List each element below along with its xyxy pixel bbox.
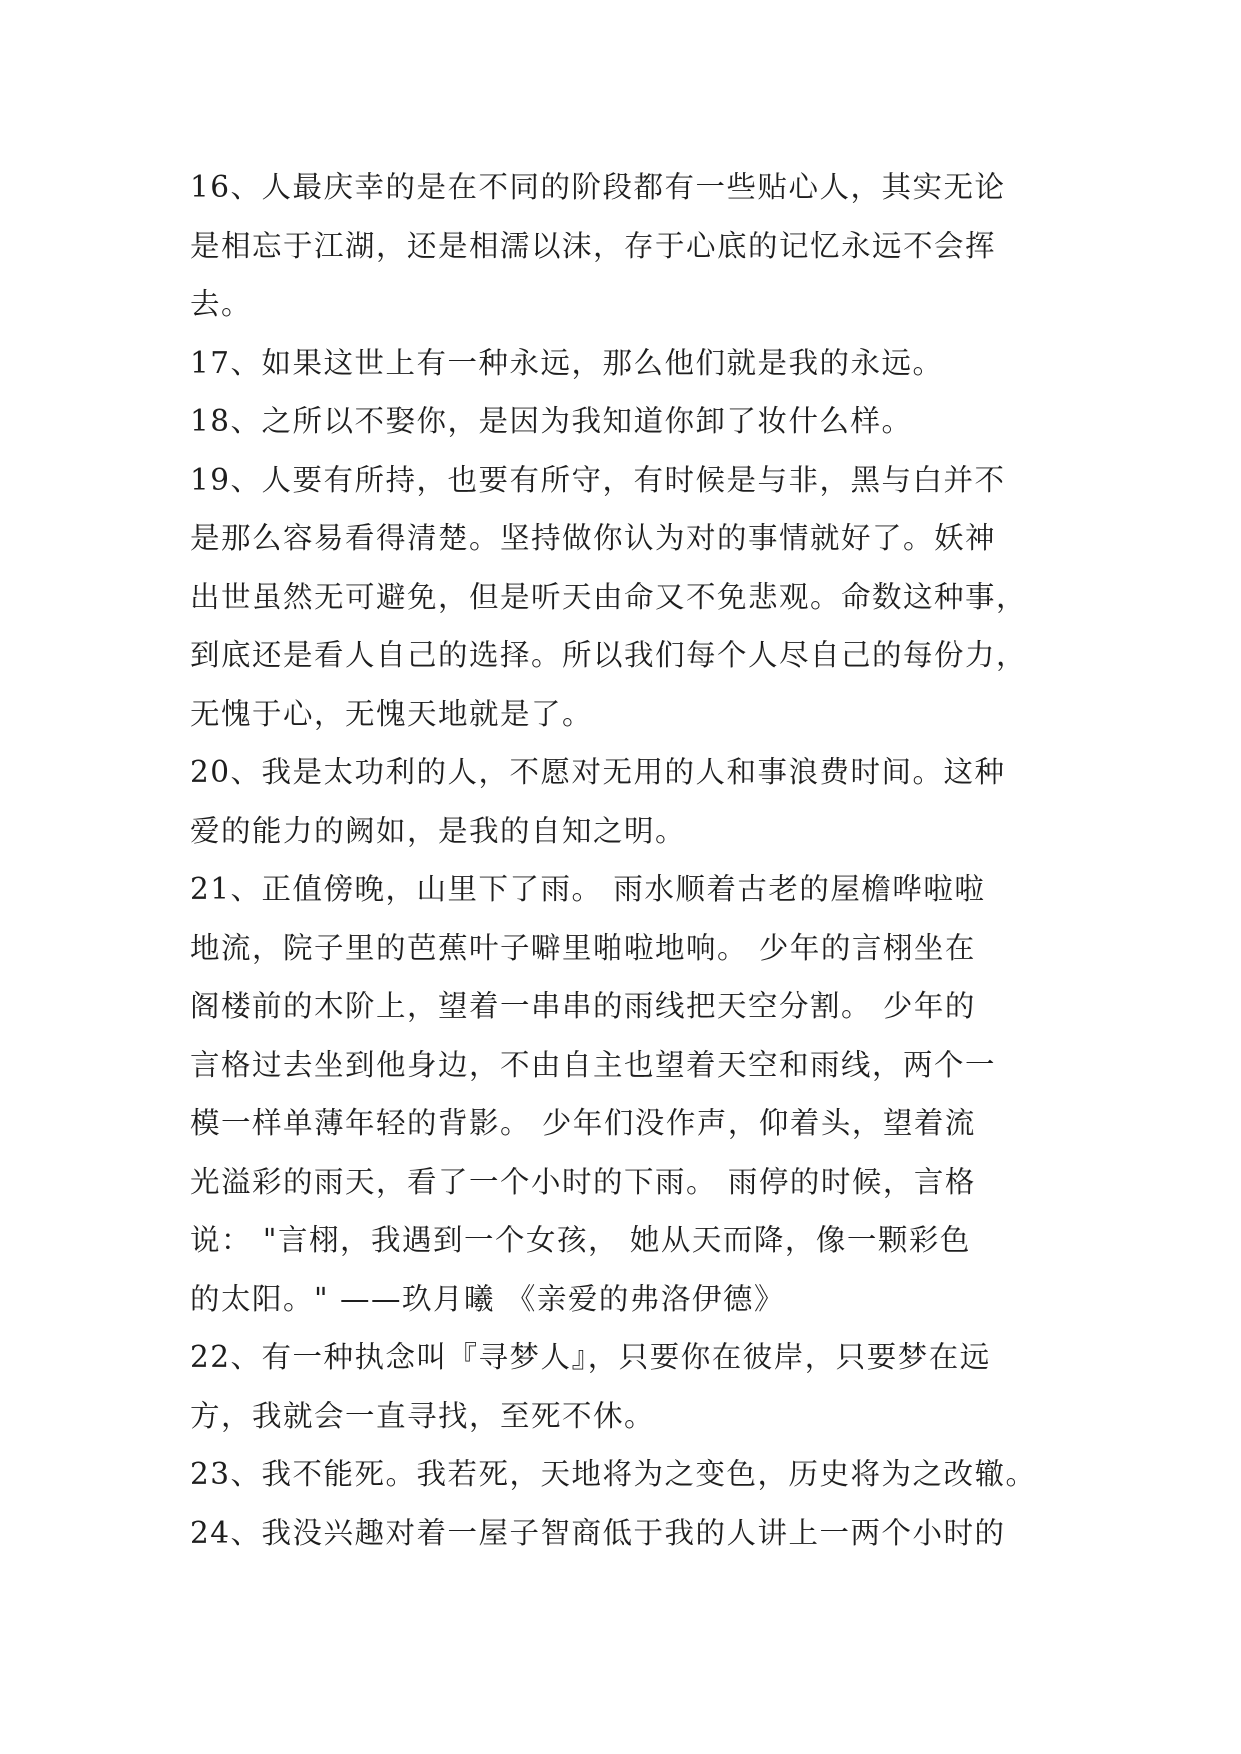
text-line: 无愧于心，无愧天地就是了。 (190, 696, 594, 731)
text-line: 地流，院子里的芭蕉叶子噼里啪啦地响。 少年的言栩坐在 (190, 930, 976, 965)
text-line: 到底还是看人自己的选择。所以我们每个人尽自己的每份力， (190, 638, 1028, 672)
text-line: 17、如果这世上有一种永远，那么他们就是我的永远。 (190, 345, 944, 380)
text-line: 16、人最庆幸的是在不同的阶段都有一些贴心人，其实无论 (190, 170, 1006, 204)
text-line: 说： "言栩，我遇到一个女孩， 她从天而降，像一颗彩色 (190, 1223, 971, 1257)
text-line: 爱的能力的阙如，是我的自知之明。 (190, 813, 687, 848)
text-line: 20、我是太功利的人，不愿对无用的人和事浪费时间。这种 (190, 755, 1006, 789)
text-line: 出世虽然无可避免，但是听天由命又不免悲观。命数这种事， (190, 579, 1028, 614)
text-line: 去。 (190, 287, 253, 321)
text-line: 24、我没兴趣对着一屋子智商低于我的人讲上一两个小时的 (190, 1515, 1006, 1550)
text-line: 方，我就会一直寻找，至死不休。 (190, 1398, 656, 1433)
text-line: 的太阳。" ——玖月曦 《亲爱的弗洛伊德》 (190, 1281, 785, 1316)
text-line: 21、正值傍晚，山里下了雨。 雨水顺着古老的屋檐哗啦啦 (190, 872, 986, 906)
text-line: 18、之所以不娶你，是因为我知道你卸了妆什么样。 (190, 404, 913, 438)
text-line: 是相忘于江湖，还是相濡以沫，存于心底的记忆永远不会挥 (190, 228, 997, 263)
text-line: 阁楼前的木阶上，望着一串串的雨线把天空分割。 少年的 (190, 989, 976, 1023)
document-body (190, 158, 1060, 1562)
text-line: 模一样单薄年轻的背影。 少年们没作声，仰着头，望着流 (190, 1106, 976, 1140)
text-line: 23、我不能死。我若死，天地将为之变色，历史将为之改辙。 (190, 1457, 1037, 1491)
text-line: 是那么容易看得清楚。坚持做你认为对的事情就好了。妖神 (190, 521, 997, 555)
text-line: 言格过去坐到他身边，不由自主也望着天空和雨线，两个一 (190, 1047, 997, 1082)
text-line: 22、有一种执念叫『寻梦人』，只要你在彼岸，只要梦在远 (190, 1340, 991, 1374)
text-line: 19、人要有所持，也要有所守，有时候是与非，黑与白并不 (190, 462, 1006, 497)
text-line: 光溢彩的雨天，看了一个小时的下雨。 雨停的时候，言格 (190, 1164, 976, 1199)
